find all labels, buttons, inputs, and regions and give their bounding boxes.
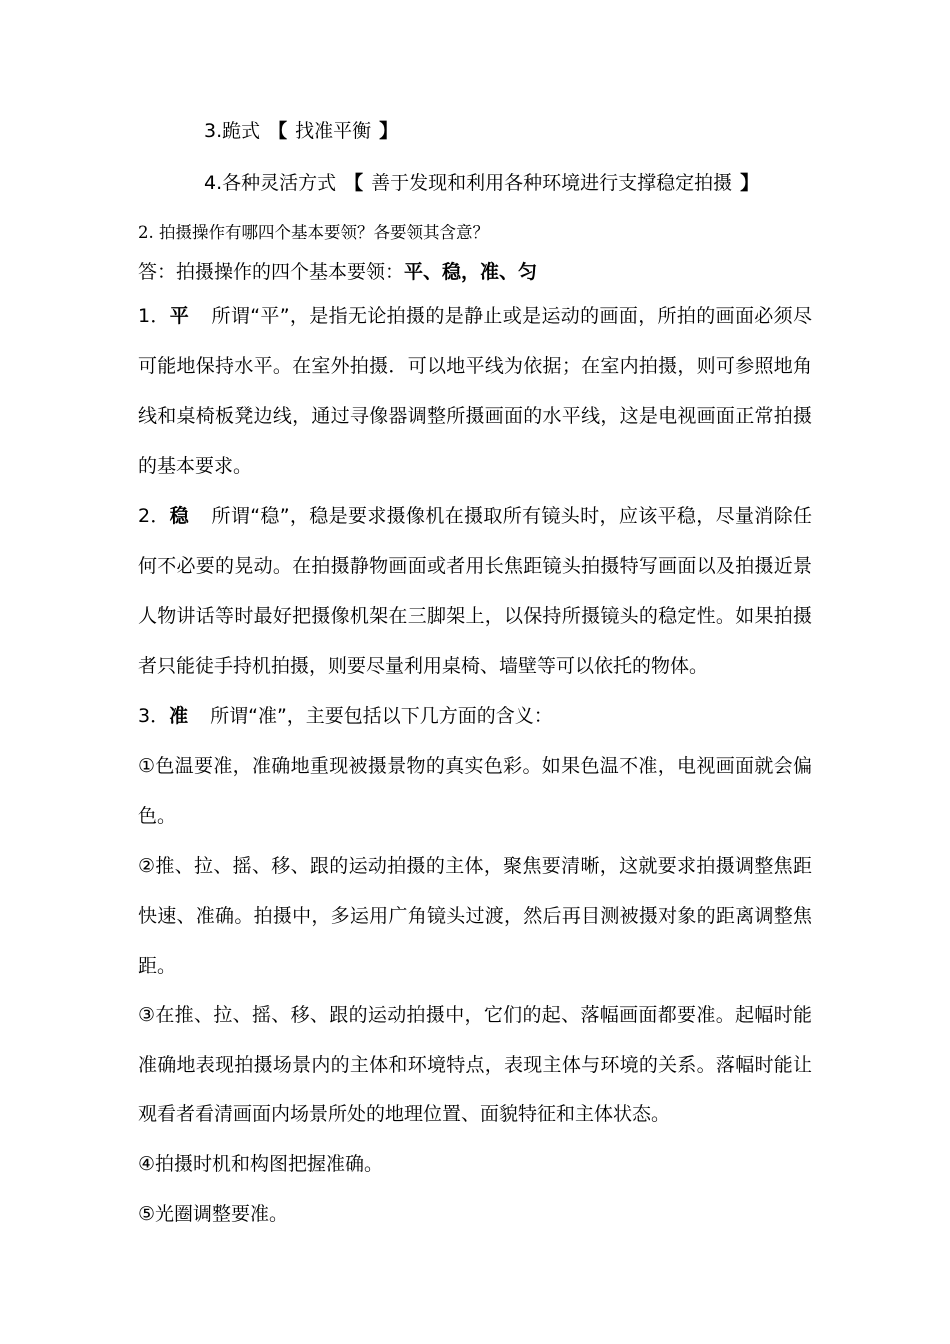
list-item-4 xyxy=(204,170,759,196)
answer-prefix: 答：拍摄操作的四个基本要领： xyxy=(138,261,405,283)
section-wen-line-1 xyxy=(138,503,812,529)
answer-intro xyxy=(138,259,537,285)
point-4: ④拍摄时机和构图把握准确。 xyxy=(138,1153,384,1175)
answer-key-points: 平、稳，准、匀 xyxy=(404,261,538,283)
section-wen-line-3: 人物讲话等时最好把摄像机架在三脚架上，以保持所摄镜头的稳定性。如果拍摄 xyxy=(138,605,812,627)
list-item-3-label: 3.跪式 xyxy=(204,120,261,142)
list-item-4-label: 4.各种灵活方式 xyxy=(204,172,337,194)
list-item-3-text: 找准平衡 xyxy=(295,120,372,142)
section-term-wen: 稳 xyxy=(169,505,190,527)
section-ping-line-2: 可能地保持水平。在室外拍摄．可以地平线为依据；在室内拍摄，则可参照地角 xyxy=(138,355,812,377)
point-2-line-2: 快速、准确。拍摄中，多运用广角镜头过渡，然后再目测被摄对象的距离调整焦 xyxy=(138,905,812,927)
point-5: ⑤光圈调整要准。 xyxy=(138,1203,289,1225)
section-ping-line-1 xyxy=(138,303,812,329)
question-heading: 2. 拍摄操作有哪四个基本要领？各要领其含意？ xyxy=(138,223,489,242)
paragraph-text: 所谓“准”，主要包括以下几方面的含义： xyxy=(210,705,553,727)
section-zhun-line-1 xyxy=(138,703,553,729)
point-3-line-3: 观看者看清画面内场景所处的地理位置、面貌特征和主体状态。 xyxy=(138,1103,671,1125)
section-term-zhun: 准 xyxy=(169,705,189,727)
section-number: 2． xyxy=(138,505,170,527)
list-item-4-text: 善于发现和利用各种环境进行支撑稳定拍摄 xyxy=(371,172,733,194)
section-wen-line-2: 何不必要的晃动。在拍摄静物画面或者用长焦距镜头拍摄特写画面以及拍摄近景 xyxy=(138,555,812,577)
list-item-3 xyxy=(204,118,398,144)
point-3-line-1: ③在推、拉、摇、移、跟的运动拍摄中，它们的起、落幅画面都要准。起幅时能 xyxy=(138,1004,812,1026)
point-2-line-3: 距。 xyxy=(138,955,177,977)
section-ping-line-4: 的基本要求。 xyxy=(138,455,253,477)
section-term-ping: 平 xyxy=(169,305,190,327)
section-ping-line-3: 线和桌椅板凳边线，通过寻像器调整所摄画面的水平线，这是电视画面正常拍摄 xyxy=(138,405,812,427)
paragraph-text: 所谓“平”，是指无论拍摄的是静止或是运动的画面，所拍的画面必须尽 xyxy=(211,305,812,327)
bracket-open: 【 xyxy=(268,120,288,142)
point-2-line-1: ②推、拉、摇、移、跟的运动拍摄的主体，聚焦要清晰，这就要求拍摄调整焦距 xyxy=(138,855,812,877)
paragraph-text: 所谓“稳”，稳是要求摄像机在摄取所有镜头时，应该平稳，尽量消除任 xyxy=(211,505,812,527)
section-number: 3． xyxy=(138,705,170,727)
section-wen-line-4: 者只能徒手持机拍摄，则要尽量利用桌椅、墙壁等可以依托的物体。 xyxy=(138,655,709,677)
point-1-line-2: 色。 xyxy=(138,805,177,827)
bracket-open: 【 xyxy=(344,172,364,194)
section-number: 1． xyxy=(138,305,170,327)
point-3-line-2: 准确地表现拍摄场景内的主体和环境特点，表现主体与环境的关系。落幅时能让 xyxy=(138,1054,812,1076)
point-1-line-1: ①色温要准，准确地重现被摄景物的真实色彩。如果色温不准，电视画面就会偏 xyxy=(138,755,812,777)
bracket-close: 】 xyxy=(379,120,399,142)
bracket-close: 】 xyxy=(740,172,760,194)
